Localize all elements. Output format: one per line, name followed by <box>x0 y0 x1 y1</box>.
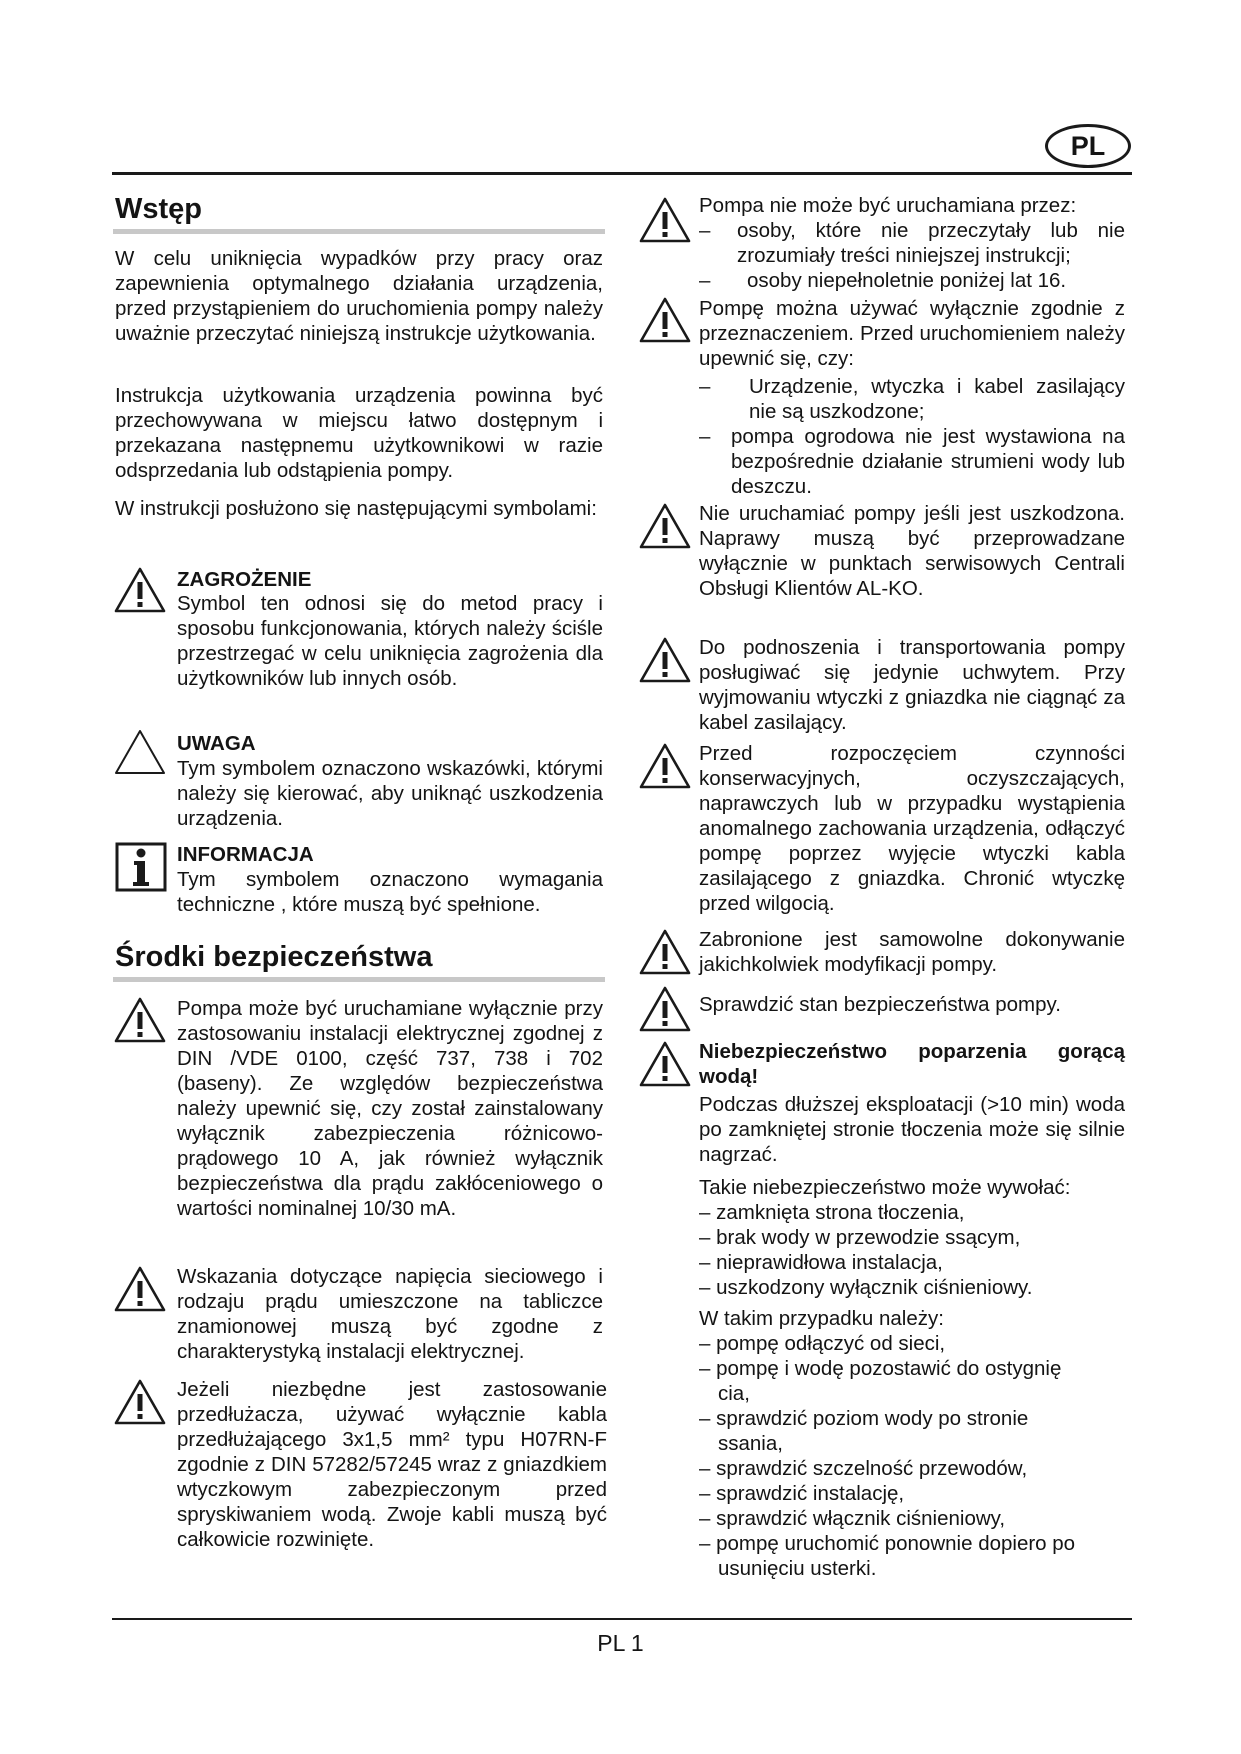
warning-icon <box>639 928 691 976</box>
page-number: PL 1 <box>597 1630 644 1656</box>
cause-item: – zamknięta strona tłoczenia, <box>699 1201 965 1224</box>
warning-icon <box>114 1265 166 1313</box>
warning-icon <box>639 636 691 684</box>
warning-icon <box>639 1040 691 1088</box>
action-item: – pompę i wodę pozostawić do ostygnię <box>699 1357 1062 1380</box>
list-dash: – <box>699 269 711 292</box>
list-dash: – <box>699 425 711 448</box>
cause-item: – nieprawidłowa instalacja, <box>699 1251 943 1274</box>
right-note-8 <box>699 1039 1125 1581</box>
footer-rule <box>112 1618 1132 1620</box>
symbol-title-caution: UWAGA <box>177 732 256 755</box>
safety-note-3: Jeżeli niezbędne jest zastosowanie przedłużacza, używać wyłącznie kabla przedłużającego 3x1,5 mm² typu H07RN-F zgodnie z DIN 57282/57245 wraz z gniazdkiem wtyczkowym zabezpieczonym przed spryskiwaniem wodą. Zwoje kabli muszą być całkowicie rozwinięte. <box>177 1378 607 1551</box>
info-icon <box>115 842 167 892</box>
list-dash: – <box>699 375 711 398</box>
right-note-7: Sprawdzić stan bezpieczeństwa pompy. <box>699 993 1061 1016</box>
right-note-6: Zabronione jest samowolne dokonywanie jakichkolwiek modyfikacji pompy. <box>699 928 1125 976</box>
action-item: – sprawdzić szczelność przewodów, <box>699 1457 1028 1480</box>
safety-note-2: Wskazania dotyczące napięcia sieciowego i rodzaju prądu umieszczone na tabliczce znamionowej muszą być zgodne z charakterystyką instalacji elektrycznej. <box>177 1265 603 1363</box>
list-item: pompa ogrodowa nie jest wystawiona na bezpośrednie działanie strumieni wody lub deszczu. <box>731 425 1125 498</box>
causes-intro: Takie niebezpieczeństwo może wywołać: <box>699 1176 1071 1199</box>
section-underline-srodki <box>113 977 605 982</box>
header-rule <box>112 172 1132 175</box>
section-underline-wstep <box>113 229 605 234</box>
warning-icon <box>639 985 691 1033</box>
caution-icon <box>114 728 166 776</box>
right-note-1 <box>699 193 1125 293</box>
symbol-text-caution: Tym symbolem oznaczono wskazówki, którymi należy się kierować, aby uniknąć uszkodzenia urządzenia. <box>177 757 603 830</box>
right-note-5: Przed rozpoczęciem czynności konserwacyjnych, oczyszczających, naprawczych lub w przypadku wystąpienia anomalnego zachowania urządzenia, odłączyć pompę poprzez wyjęcie wtyczki kabla zasilającego z gniazdka. Chronić wtyczkę przed wilgocią. <box>699 742 1125 915</box>
language-badge-text: PL <box>1070 131 1106 161</box>
cause-item: – brak wody w przewodzie ssącym, <box>699 1226 1021 1249</box>
language-badge <box>1045 124 1131 168</box>
warning-icon <box>114 566 166 614</box>
action-item: – pompę uruchomić ponownie dopiero po <box>699 1532 1076 1555</box>
action-item: – sprawdzić instalację, <box>699 1482 905 1505</box>
action-item-cont: usunięciu usterki. <box>718 1557 877 1580</box>
wstep-paragraph-3: W instrukcji posłużono się następującymi symbolami: <box>115 497 597 520</box>
safety-note-1: Pompa może być uruchamiane wyłącznie przy zastosowaniu instalacji elektrycznej zgodnej z DIN /VDE 0100, część 737, 738 i 702 (baseny). Ze względów bezpieczeństwa należy upewnić się, czy został zainstalowany wyłącznik zabezpieczenia różnicowo-prądowego 10 A, jak również wyłącznik bezpieczeństwa dla prądu zakłóceniowego o wartości nominalnej 10/30 mA. <box>177 997 603 1220</box>
list-item: Urządzenie, wtyczka i kabel zasilający nie są uszkodzone; <box>749 375 1125 423</box>
action-item: – sprawdzić poziom wody po stronie <box>699 1407 1029 1430</box>
symbol-title-danger: ZAGROŻENIE <box>177 568 312 591</box>
action-item: – sprawdzić włącznik ciśnieniowy, <box>699 1507 1006 1530</box>
section-title-wstep: Wstęp <box>115 193 202 225</box>
symbol-text-info: Tym symbolem oznaczono wymagania techniczne , które muszą być spełnione. <box>177 868 603 916</box>
action-item: – pompę odłączyć od sieci, <box>699 1332 946 1355</box>
actions-intro: W takim przypadku należy: <box>699 1307 944 1330</box>
action-item-cont: cia, <box>718 1382 750 1405</box>
right-note-1-intro: Pompa nie może być uruchamiana przez: <box>699 194 1077 217</box>
symbol-title-info: INFORMACJA <box>177 843 314 866</box>
list-item: osoby niepełnoletnie poniżej lat 16. <box>747 269 1067 292</box>
warning-icon <box>639 742 691 790</box>
hot-water-title: Niebezpieczeństwo poparzenia gorącą wodą! <box>699 1040 1125 1088</box>
hot-water-paragraph: Podczas dłuższej eksploatacji (>10 min) woda po zamkniętej stronie tłoczenia może się silnie nagrzać. <box>699 1093 1125 1166</box>
wstep-paragraph-2: Instrukcja użytkowania urządzenia powinna być przechowywana w miejscu łatwo dostępnym i przekazana następnemu użytkownikowi w razie odsprzedania lub odstąpienia pompy. <box>115 384 603 482</box>
list-item: osoby, które nie przeczytały lub nie zrozumiały treści niniejszej instrukcji; <box>737 219 1125 267</box>
warning-icon <box>639 296 691 344</box>
warning-icon <box>639 502 691 550</box>
right-note-2-intro: Pompę można używać wyłącznie zgodnie z przeznaczeniem. Przed uruchomieniem należy upewnić się, czy: <box>699 297 1125 370</box>
action-item-cont: ssania, <box>718 1432 783 1455</box>
right-note-2 <box>699 296 1125 499</box>
cause-item: – uszkodzony wyłącznik ciśnieniowy. <box>699 1276 1033 1299</box>
warning-icon <box>639 196 691 244</box>
right-note-3: Nie uruchamiać pompy jeśli jest uszkodzona. Naprawy muszą być przeprowadzane wyłącznie w punktach serwisowych Centrali Obsługi Klientów AL-KO. <box>699 502 1125 600</box>
warning-icon <box>114 996 166 1044</box>
list-dash: – <box>699 219 711 242</box>
right-note-4: Do podnoszenia i transportowania pompy posługiwać się jedynie uchwytem. Przy wyjmowaniu wtyczki z gniazdka nie ciągnąć za kabel zasilający. <box>699 636 1125 734</box>
warning-icon <box>114 1378 166 1426</box>
wstep-paragraph-1: W celu uniknięcia wypadków przy pracy oraz zapewnienia optymalnego działania urządzenia, przed przystąpieniem do uruchomienia pompy należy uważnie przeczytać niniejszą instrukcje użytkowania. <box>115 247 603 345</box>
symbol-text-danger: Symbol ten odnosi się do metod pracy i sposobu funkcjonowania, których należy ściśle przestrzegać w celu uniknięcia zagrożenia dla użytkowników lub innych osób. <box>177 592 603 690</box>
section-title-srodki: Środki bezpieczeństwa <box>115 941 433 973</box>
